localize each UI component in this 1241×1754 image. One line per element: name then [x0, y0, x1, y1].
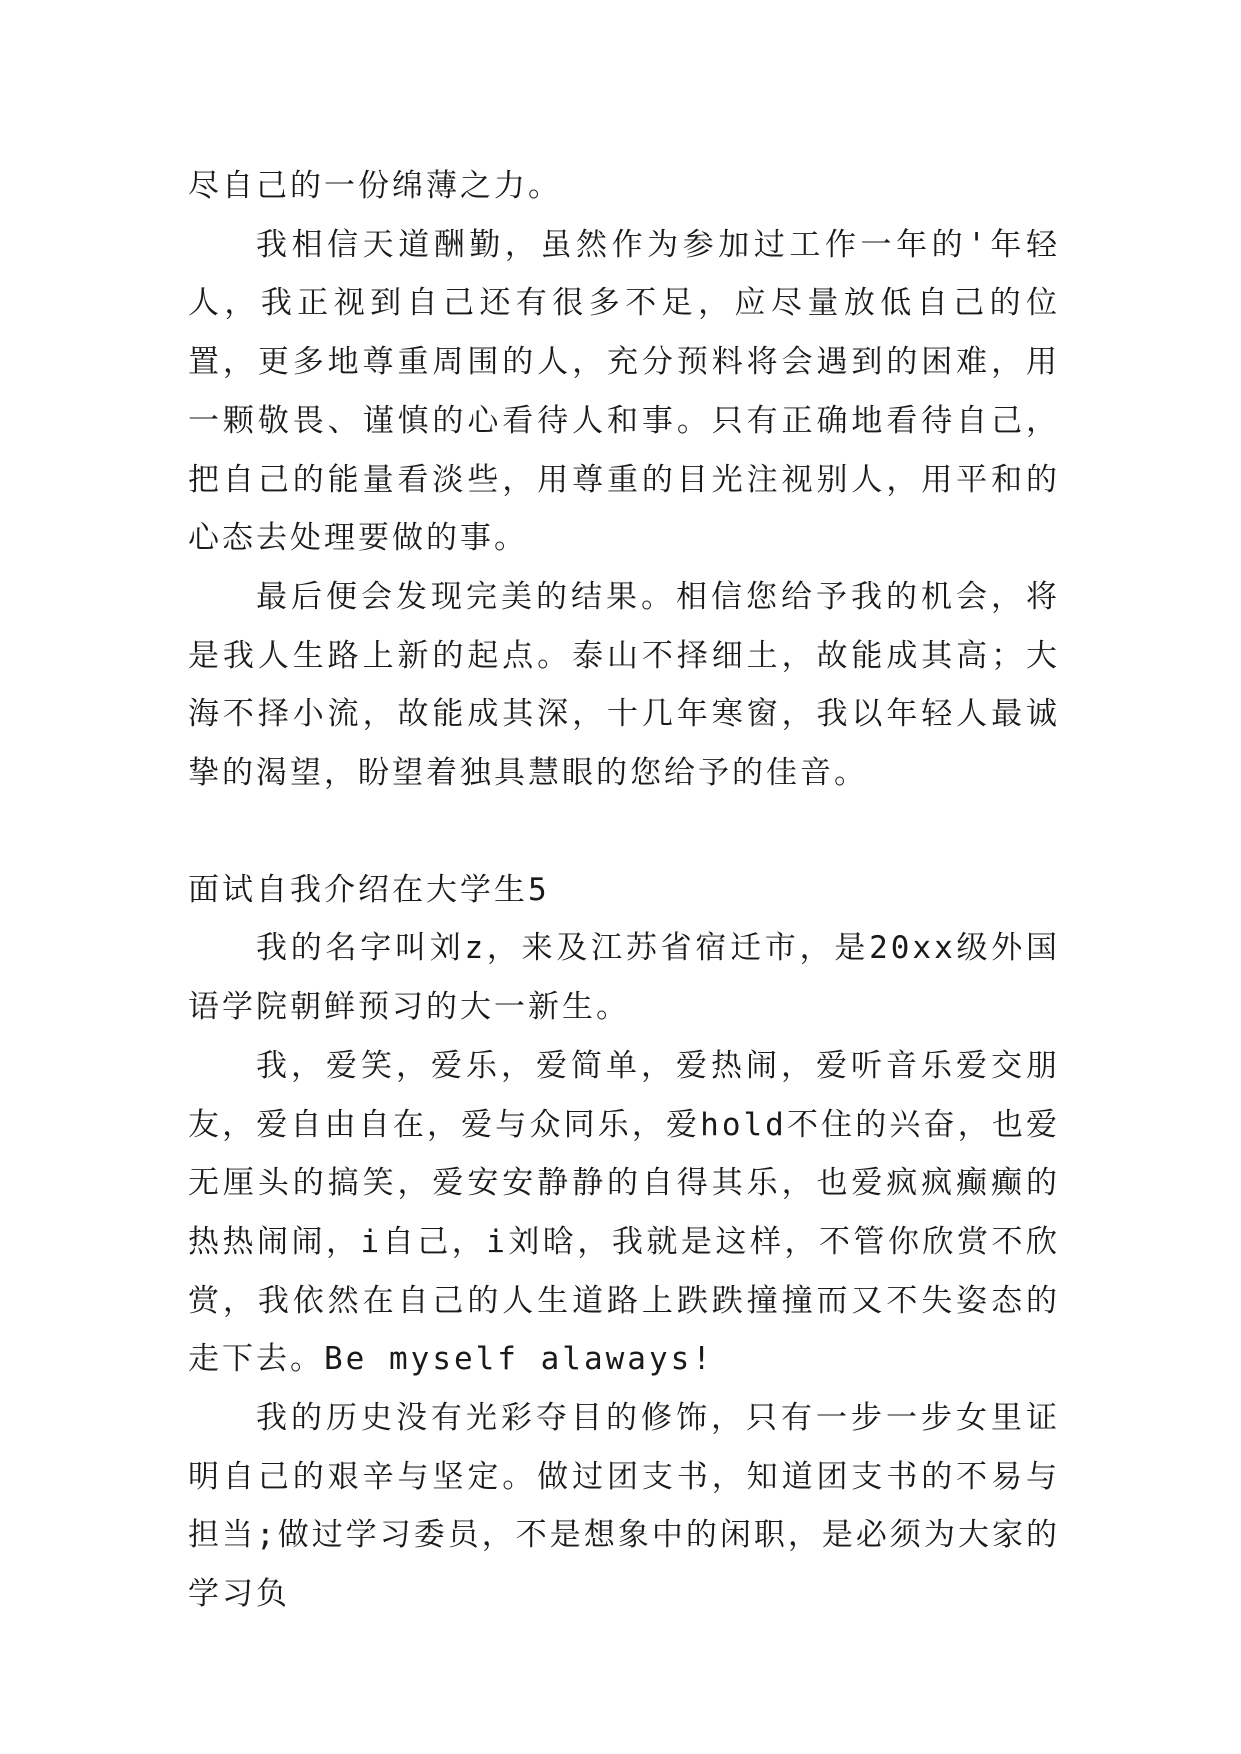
section-title: 面试自我介绍在大学生5	[188, 871, 550, 908]
document-body	[188, 157, 1060, 1624]
paragraph-closing: 最后便会发现完美的结果。相信您给予我的机会，将是我人生路上新的起点。泰山不择细土，故能成其高；大海不择小流，故能成其深，十几年寒窗，我以年轻人最诚挚的渴望，盼望着独具慧眼的您给予的佳音。	[188, 578, 1060, 792]
paragraph-hard-work: 我相信天道酬勤，虽然作为参加过工作一年的'年轻人，我正视到自己还有很多不足，应尽量放低自己的位置，更多地尊重周围的人，充分预料将会遇到的困难，用一颗敬畏、谨慎的心看待人和事。只有正确地看待自己，把自己的能量看淡些，用尊重的目光注视别人，用平和的心态去处理要做的事。	[188, 226, 1060, 557]
paragraph-personality: 我，爱笑，爱乐，爱简单，爱热闹，爱听音乐爱交朋友，爱自由自在，爱与众同乐，爱hold不住的兴奋，也爱无厘头的搞笑，爱安安静静的自得其乐，也爱疯疯癫癫的热热闹闹，i自己，i刘晗，我就是这样，不管你欣赏不欣赏，我依然在自己的人生道路上跌跌撞撞而又不失姿态的走下去。Be myself alaways!	[188, 1047, 1060, 1378]
paragraph-introduction: 我的名字叫刘z，来及江苏省宿迁市，是20xx级外国语学院朝鲜预习的大一新生。	[188, 930, 1060, 1026]
paragraph-continuation: 尽自己的一份绵薄之力。	[188, 168, 562, 204]
paragraph-history: 我的历史没有光彩夺目的修饰，只有一步一步女里证明自己的艰辛与坚定。做过团支书，知道团支书的不易与担当;做过学习委员，不是想象中的闲职，是必须为大家的学习负	[188, 1400, 1060, 1613]
